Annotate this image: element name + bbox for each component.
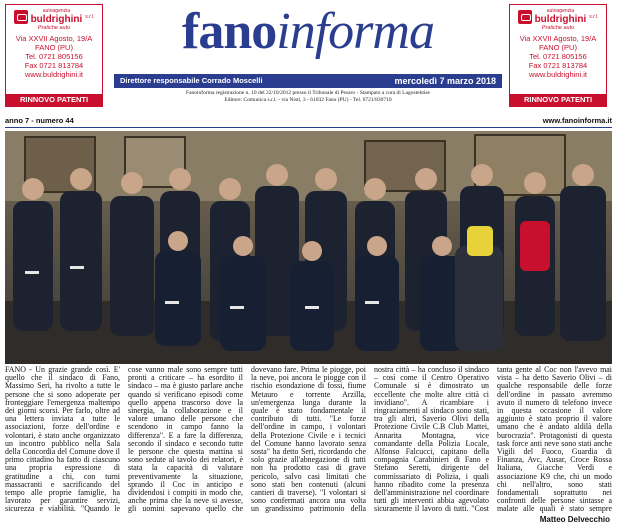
logo-part-fano: fano: [182, 3, 277, 60]
ad-left-web[interactable]: www.buldrighini.it: [25, 70, 83, 79]
ad-right-suffix: s.r.l.: [589, 13, 599, 20]
registration-line-1: Fanoinforma registrazione n. 10 del 22/10/2012 presso il Tribunale di Pesaro - Stampato a cura di Lagostektise: [186, 90, 430, 96]
ad-left-address: Via XXVII Agosto, 19/A: [15, 34, 93, 43]
ad-right-name: buldrighini: [534, 14, 587, 25]
ad-left-city: FANO (PU): [35, 43, 73, 52]
website-link[interactable]: www.fanoinforma.it: [542, 116, 612, 125]
ad-right-address: Via XXVII Agosto, 19/A: [519, 34, 597, 43]
director-line: Direttore responsabile Corrado Moscelli: [120, 76, 263, 85]
ad-left-small: autoagenzia: [42, 8, 71, 14]
ad-right-web[interactable]: www.buldrighini.it: [529, 70, 587, 79]
group-photo-illustration: [5, 131, 612, 364]
registration-info: [114, 90, 502, 104]
ad-left-brand: [6, 8, 102, 25]
ad-right-sub: Pratiche auto: [541, 25, 575, 31]
car-icon: [518, 10, 532, 24]
ad-right[interactable]: [509, 4, 607, 107]
article-byline: Matteo Delvecchio: [539, 515, 610, 524]
ad-right-brand: [510, 8, 606, 25]
car-icon: [14, 10, 28, 24]
logo-part-informa: informa: [276, 3, 434, 60]
issue-date: mercoledì 7 marzo 2018: [394, 76, 496, 86]
ad-left-suffix: s.r.l.: [85, 13, 95, 20]
ad-left-tel: Tel. 0721 805156: [25, 52, 83, 61]
ad-left[interactable]: [5, 4, 103, 107]
ad-left-sub: Pratiche auto: [37, 25, 71, 31]
masthead-strip: [114, 74, 502, 88]
ad-right-fax: Fax 0721 813784: [528, 61, 588, 70]
newspaper-logo[interactable]: [114, 2, 502, 62]
registration-line-2: Editore: Comunica s.r.l. - via Nisti, 3 - 61032 Fano (PU) - Tel. 0721/830710: [224, 97, 392, 103]
ad-left-banner: RINNOVO PATENTI: [6, 94, 102, 106]
article: [5, 366, 612, 526]
masthead: [114, 2, 502, 62]
ad-left-fax: Fax 0721 813784: [24, 61, 84, 70]
ad-right-banner: RINNOVO PATENTI: [510, 94, 606, 106]
issue-number: anno 7 - numero 44: [5, 116, 74, 125]
ad-right-city: FANO (PU): [539, 43, 577, 52]
issue-bar: [5, 116, 612, 128]
group-photo: [5, 131, 612, 364]
ad-right-small: autoagenzia: [546, 8, 575, 14]
ad-right-tel: Tel. 0721 805156: [529, 52, 587, 61]
article-body: FANO - Un grazie grande così. E' quello che il sindaco di Fano, Massimo Seri, ha rivolto a tutte le persone che si sono adoperate per fronteggiare l'emergenza maltempo dei giorni scorsi. Per farlo, oltre ad una lettera inviata a tutte le associazioni, forze dell'ordine e volontari, è stato anche organizzato un incontro pubblico nella Sala della Concordia del Comune dove il primo cittadino ha fatto di ciascuno una propria espressione di gratitudine a chi, con turni massacranti e sacrificando del tempo alle proprie famiglie, ha lavorato per garantire servizi, sicurezza e viabilità. "Quando le cose vanno male sono sempre tutti pronti a criticare – ha esordito il sindaco – ma è giusto parlare anche quando si verificano episodi come quello appena trascorso dove la sinergia, la collaborazione e il valore umano delle persone che scendono in campo fanno la differenza". E a fare la differenza, secondo il sindaco e secondo tutte le persone che questa mattina si sono sedute al tavolo dei relatori, è stata la capacità di valutare preventivamente la situazione, sprando il Coc in anticipo e dividendosi i compiti in modo che, anche prima che la neve si avesse, gli uomini sapevano quello che dovevano fare. Prima le piogge, poi la neve, poi ancora le piogge con il rischio esondazione di fossi, fiume Metauro e torrente Arzilla, un'emergenza lunga durante la quale è stato fondamentale il contributo di tutti. "Le forze dell'ordine in campo, i volontari della Protezione Civile e i tecnici del Comune hanno lavorato senza sosta" ha detto Seri, ricordando che solo grazie all'abnegazione di tutti non ha prodotto casi di grave pericolo, salvo casi limitati che sono stati ben contenuti (alcuni cantieri di traverse). "I volontari si sono confermati ancora una volta un grandissimo patrimonio della nostra città – ha concluso il sindaco – così come il Centro Operativo Comunale si è dimostrato un eccellente che molte altre città ci invidiano". A ricambiare i ringraziamenti al sindaco sono stati, tra gli altri, Saverio Olivi della Protezione Civile C.B Club Mattei, Annarita Montagna, vice comandante della Polizia Locale, Alfonso Falcucci, capitano della compagnia Carabinieri di Fano e Stefano Seretti, dirigente del commissariato di Polizia, i quali hanno ribadito come la presenza dell'amministrazione nel coordinare tutti gli interventi abbia agevolato sicuramente il lavoro di tutti. "Cost tanta gente al Coc non l'avevo mai vista – ha detto Saverio Olivi – di qualche responsabile delle forze dell'ordine in passato avremmo avuto il numero di telefono invece in questa occasione il valore aggiunto è stato proprio il valore umano che è andato aldilà della burocrazia". Protagonisti di questa task force anti neve sono stati anche Vigili del Fuoco, Guardia di Finanza, Avc, Ausar, Croce Rossa Italiana, Giacche Verdi e associazione K9 che, chi un modo chi nell'altro, sono stati fondamentali soprattutto nei confronti delle persone sintasse a malate alle quali è stato sempre: [5, 365, 612, 514]
ad-left-name: buldrighini: [30, 14, 83, 25]
